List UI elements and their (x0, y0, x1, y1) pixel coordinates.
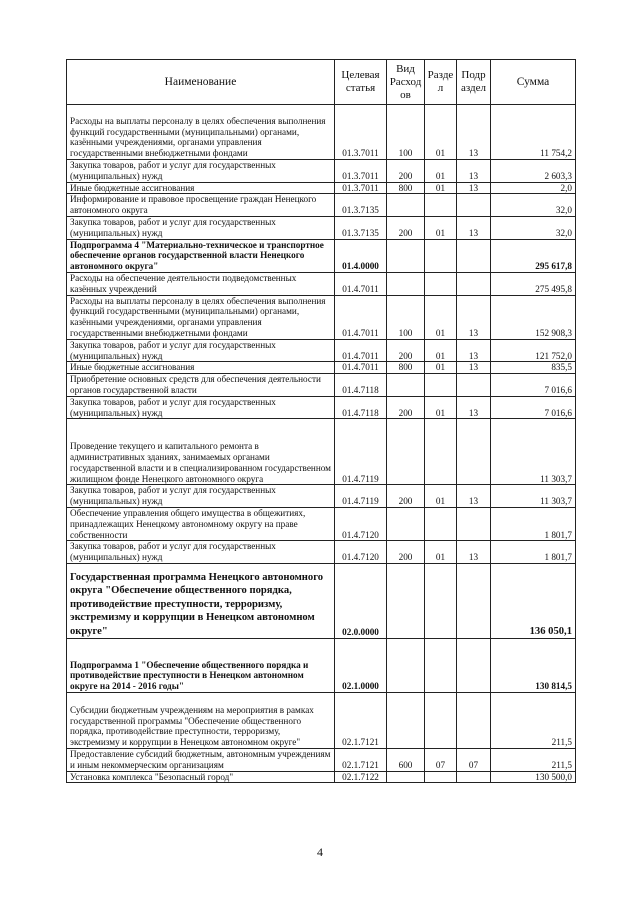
cell-name: Расходы на выплаты персоналу в целях обеспечения выполнения функций государственными (муниципальными) органами, казёнными учреждениями, органами управления государственными внебюджетными фондами (67, 295, 335, 339)
cell-amount: 211,5 (491, 692, 576, 748)
cell-name: Закупка товаров, работ и услуг для государственных (муниципальных) нужд (67, 485, 335, 508)
cell-expense-type: 800 (387, 182, 425, 194)
cell-name: Информирование и правовое просвещение граждан Ненецкого автономного округа (67, 194, 335, 217)
cell-name: Проведение текущего и капитального ремонта в административных зданиях, занимаемых органами государственной власти и в специализированном государственном жилищном фонде Ненецкого автономного округа (67, 419, 335, 485)
cell-section (425, 239, 457, 272)
cell-amount: 1 801,7 (491, 507, 576, 540)
cell-amount: 2 603,3 (491, 160, 576, 183)
header-name: Наименование (67, 60, 335, 105)
cell-amount: 2,0 (491, 182, 576, 194)
cell-subsection (457, 194, 491, 217)
cell-expense-type: 200 (387, 339, 425, 362)
cell-section: 01 (425, 295, 457, 339)
cell-section: 01 (425, 485, 457, 508)
header-target-article: Целевая статья (335, 60, 387, 105)
cell-section (425, 771, 457, 783)
cell-amount: 835,5 (491, 362, 576, 374)
cell-subsection (457, 692, 491, 748)
cell-section: 01 (425, 541, 457, 564)
cell-target-article: 01.4.7120 (335, 541, 387, 564)
cell-target-article: 02.0.0000 (335, 563, 387, 638)
cell-target-article: 01.3.7011 (335, 182, 387, 194)
table-row (67, 239, 576, 272)
table-row (67, 216, 576, 239)
header-amount: Сумма (491, 60, 576, 105)
cell-subsection: 13 (457, 160, 491, 183)
table-row (67, 295, 576, 339)
cell-target-article: 01.4.7118 (335, 374, 387, 397)
cell-section (425, 419, 457, 485)
cell-subsection: 13 (457, 396, 491, 419)
cell-target-article: 01.3.7135 (335, 216, 387, 239)
cell-amount: 11 303,7 (491, 419, 576, 485)
cell-expense-type (387, 771, 425, 783)
cell-section (425, 507, 457, 540)
cell-name: Приобретение основных средств для обеспечения деятельности органов государственной власти (67, 374, 335, 397)
cell-expense-type: 200 (387, 216, 425, 239)
cell-subsection: 13 (457, 485, 491, 508)
table-row (67, 362, 576, 374)
cell-target-article: 01.4.7011 (335, 362, 387, 374)
cell-target-article: 01.4.7011 (335, 272, 387, 295)
table-row (67, 339, 576, 362)
header-row (67, 60, 576, 105)
cell-name: Закупка товаров, работ и услуг для государственных (муниципальных) нужд (67, 160, 335, 183)
cell-subsection (457, 563, 491, 638)
cell-section: 01 (425, 160, 457, 183)
cell-expense-type: 200 (387, 160, 425, 183)
table-row (67, 374, 576, 397)
cell-amount: 130 814,5 (491, 638, 576, 692)
table-row (67, 485, 576, 508)
table-row (67, 182, 576, 194)
cell-amount: 11 754,2 (491, 105, 576, 160)
table-row (67, 563, 576, 638)
cell-section: 01 (425, 362, 457, 374)
header-subsection: Подр аздел (457, 60, 491, 105)
cell-section (425, 194, 457, 217)
cell-amount: 211,5 (491, 748, 576, 771)
cell-subsection: 13 (457, 182, 491, 194)
cell-target-article: 01.4.7118 (335, 396, 387, 419)
header-section: Разде л (425, 60, 457, 105)
cell-target-article: 02.1.0000 (335, 638, 387, 692)
cell-name: Закупка товаров, работ и услуг для государственных (муниципальных) нужд (67, 216, 335, 239)
cell-subsection (457, 419, 491, 485)
table-row (67, 272, 576, 295)
cell-amount: 295 617,8 (491, 239, 576, 272)
cell-target-article: 01.3.7011 (335, 160, 387, 183)
cell-expense-type: 200 (387, 541, 425, 564)
cell-amount: 136 050,1 (491, 563, 576, 638)
header-expense-type: Вид Расход ов (387, 60, 425, 105)
cell-expense-type (387, 638, 425, 692)
cell-name: Подпрограмма 4 "Материально-техническое и транспортное обеспечение органов государственной власти Ненецкого автономного округа" (67, 239, 335, 272)
cell-target-article: 01.4.7011 (335, 339, 387, 362)
cell-expense-type: 600 (387, 748, 425, 771)
cell-subsection (457, 374, 491, 397)
cell-amount: 11 303,7 (491, 485, 576, 508)
cell-subsection: 13 (457, 362, 491, 374)
cell-amount: 275 495,8 (491, 272, 576, 295)
cell-section: 01 (425, 105, 457, 160)
cell-amount: 32,0 (491, 216, 576, 239)
table-row (67, 105, 576, 160)
cell-section (425, 272, 457, 295)
cell-expense-type: 800 (387, 362, 425, 374)
cell-subsection: 07 (457, 748, 491, 771)
cell-section: 01 (425, 339, 457, 362)
cell-amount: 7 016,6 (491, 396, 576, 419)
cell-name: Иные бюджетные ассигнования (67, 182, 335, 194)
cell-amount: 32,0 (491, 194, 576, 217)
table-row (67, 638, 576, 692)
cell-target-article: 02.1.7121 (335, 748, 387, 771)
cell-section: 01 (425, 216, 457, 239)
cell-subsection (457, 507, 491, 540)
cell-section: 01 (425, 396, 457, 419)
table-row (67, 771, 576, 783)
cell-subsection (457, 771, 491, 783)
cell-target-article: 02.1.7122 (335, 771, 387, 783)
cell-target-article: 01.4.0000 (335, 239, 387, 272)
cell-target-article: 01.3.7011 (335, 105, 387, 160)
cell-subsection: 13 (457, 339, 491, 362)
table-row (67, 507, 576, 540)
cell-section (425, 563, 457, 638)
cell-section: 07 (425, 748, 457, 771)
table-row (67, 194, 576, 217)
cell-expense-type (387, 239, 425, 272)
table-row (67, 748, 576, 771)
cell-amount: 7 016,6 (491, 374, 576, 397)
table-row (67, 396, 576, 419)
cell-name: Установка комплекса "Безопасный город" (67, 771, 335, 783)
cell-expense-type (387, 419, 425, 485)
cell-expense-type (387, 692, 425, 748)
cell-subsection: 13 (457, 295, 491, 339)
table-row (67, 692, 576, 748)
cell-name: Закупка товаров, работ и услуг для государственных (муниципальных) нужд (67, 396, 335, 419)
cell-expense-type (387, 374, 425, 397)
cell-expense-type (387, 507, 425, 540)
cell-subsection: 13 (457, 105, 491, 160)
cell-section: 01 (425, 182, 457, 194)
cell-name: Предоставление субсидий бюджетным, автономным учреждениям и иным некоммерческим организациям (67, 748, 335, 771)
cell-target-article: 01.4.7119 (335, 485, 387, 508)
cell-section (425, 692, 457, 748)
cell-expense-type: 200 (387, 485, 425, 508)
cell-name: Государственная программа Ненецкого автономного округа "Обеспечение общественного порядка, противодействие преступности, терроризму, экстремизму и коррупции в Ненецком автономном округе" (67, 563, 335, 638)
cell-target-article: 02.1.7121 (335, 692, 387, 748)
cell-section (425, 374, 457, 397)
cell-section (425, 638, 457, 692)
cell-expense-type: 200 (387, 396, 425, 419)
cell-amount: 1 801,7 (491, 541, 576, 564)
cell-target-article: 01.4.7120 (335, 507, 387, 540)
cell-name: Расходы на выплаты персоналу в целях обеспечения выполнения функций государственными (муниципальными) органами, казёнными учреждениями, органами управления государственными внебюджетными фондами (67, 105, 335, 160)
cell-expense-type (387, 563, 425, 638)
table-row (67, 160, 576, 183)
cell-expense-type (387, 272, 425, 295)
cell-target-article: 01.4.7119 (335, 419, 387, 485)
cell-subsection: 13 (457, 541, 491, 564)
cell-subsection: 13 (457, 216, 491, 239)
cell-amount: 130 500,0 (491, 771, 576, 783)
cell-target-article: 01.3.7135 (335, 194, 387, 217)
cell-subsection (457, 272, 491, 295)
cell-subsection (457, 239, 491, 272)
cell-name: Иные бюджетные ассигнования (67, 362, 335, 374)
cell-subsection (457, 638, 491, 692)
cell-name: Закупка товаров, работ и услуг для государственных (муниципальных) нужд (67, 339, 335, 362)
budget-table (66, 59, 576, 783)
page-number: 4 (317, 845, 323, 859)
cell-amount: 152 908,3 (491, 295, 576, 339)
cell-target-article: 01.4.7011 (335, 295, 387, 339)
cell-expense-type: 100 (387, 105, 425, 160)
cell-name: Расходы на обеспечение деятельности подведомственных казённых учреждений (67, 272, 335, 295)
cell-name: Закупка товаров, работ и услуг для государственных (муниципальных) нужд (67, 541, 335, 564)
cell-amount: 121 752,0 (491, 339, 576, 362)
cell-expense-type: 100 (387, 295, 425, 339)
cell-name: Субсидии бюджетным учреждениям на мероприятия в рамках государственной программы "Обеспечение общественного порядка, противодействие преступности, терроризму, экстремизму и коррупции в Ненецком автономном округе" (67, 692, 335, 748)
table-row (67, 541, 576, 564)
table-row (67, 419, 576, 485)
cell-name: Подпрограмма 1 "Обеспечение общественного порядка и противодействие преступности в Ненецком автономном округе на 2014 - 2016 годы" (67, 638, 335, 692)
cell-expense-type (387, 194, 425, 217)
cell-name: Обеспечение управления общего имущества в общежитиях, принадлежащих Ненецкому автономному округу на праве собственности (67, 507, 335, 540)
